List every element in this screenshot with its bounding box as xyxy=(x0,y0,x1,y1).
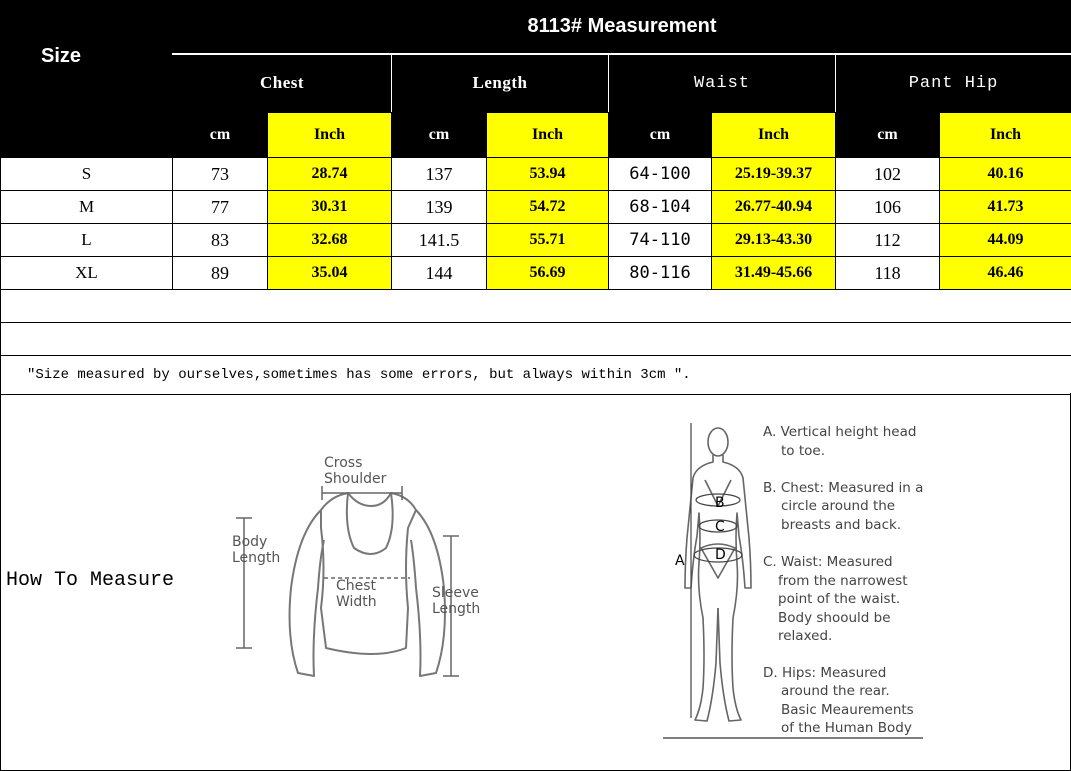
table-row xyxy=(1,191,1071,224)
hip-cm-value: 118 xyxy=(836,257,940,290)
chest-cm-value: 73 xyxy=(173,158,268,191)
note-a-line-2: to toe. xyxy=(781,443,825,459)
chest-cm-value: 89 xyxy=(173,257,268,290)
hip-inch-value: 44.09 xyxy=(940,224,1071,257)
sleeve-length-label-1: Sleeve xyxy=(432,585,479,601)
empty-row xyxy=(1,323,1071,356)
chest-cm-value: 77 xyxy=(173,191,268,224)
unit-inch: Inch xyxy=(940,113,1071,158)
chest-width-label-2: Width xyxy=(336,594,377,610)
size-label: XL xyxy=(1,257,173,290)
unit-inch: Inch xyxy=(487,113,609,158)
note-c-line-3: point of the waist. xyxy=(778,591,901,607)
hip-inch-value: 41.73 xyxy=(940,191,1071,224)
letter-c: C xyxy=(715,519,725,535)
waist-inch-value: 31.49-45.66 xyxy=(712,257,836,290)
table-row xyxy=(1,224,1071,257)
shirt-diagram xyxy=(226,448,496,688)
unit-cm: cm xyxy=(836,113,940,158)
hip-inch-value: 46.46 xyxy=(940,257,1071,290)
size-label: M xyxy=(1,191,173,224)
group-pant-hip: Pant Hip xyxy=(836,54,1071,113)
how-to-measure-label: How To Measure xyxy=(6,569,175,592)
how-to-measure-section xyxy=(0,393,1071,771)
note-b-line-3: breasts and back. xyxy=(781,517,902,533)
unit-cm: cm xyxy=(173,113,268,158)
hip-inch-value: 40.16 xyxy=(940,158,1071,191)
length-cm-value: 137 xyxy=(392,158,487,191)
note-c-line-5: relaxed. xyxy=(778,628,833,644)
cross-shoulder-label-2: Shoulder xyxy=(324,471,387,487)
empty-row xyxy=(1,290,1071,323)
group-chest: Chest xyxy=(173,54,392,113)
length-inch-value: 53.94 xyxy=(487,158,609,191)
cross-shoulder-label-1: Cross xyxy=(324,455,363,471)
letter-b: B xyxy=(715,495,725,511)
human-body-diagram xyxy=(661,418,961,748)
body-length-label-2: Length xyxy=(232,550,281,566)
hip-cm-value: 106 xyxy=(836,191,940,224)
chest-inch-value: 30.31 xyxy=(268,191,392,224)
waist-cm-value: 74-110 xyxy=(609,224,712,257)
chest-cm-value: 83 xyxy=(173,224,268,257)
note-c-line-2: from the narrowest xyxy=(778,573,908,589)
length-cm-value: 139 xyxy=(392,191,487,224)
length-cm-value: 141.5 xyxy=(392,224,487,257)
note-d-line-3: Basic Meaurements xyxy=(781,702,914,718)
length-cm-value: 144 xyxy=(392,257,487,290)
unit-inch: Inch xyxy=(712,113,836,158)
table-row xyxy=(1,158,1071,191)
size-label: S xyxy=(1,158,173,191)
note-d-line-2: around the rear. xyxy=(781,683,890,699)
chest-inch-value: 35.04 xyxy=(268,257,392,290)
body-length-label-1: Body xyxy=(232,534,268,550)
sleeve-length-label-2: Length xyxy=(432,601,481,617)
note-c-line-1: C. Waist: Measured xyxy=(763,554,893,570)
group-length: Length xyxy=(392,54,609,113)
unit-cm: cm xyxy=(609,113,712,158)
waist-cm-value: 80-116 xyxy=(609,257,712,290)
length-inch-value: 55.71 xyxy=(487,224,609,257)
table-row xyxy=(1,257,1071,290)
waist-cm-value: 64-100 xyxy=(609,158,712,191)
waist-inch-value: 29.13-43.30 xyxy=(712,224,836,257)
letter-a: A xyxy=(675,553,685,569)
unit-inch: Inch xyxy=(268,113,392,158)
empty-cell xyxy=(1,290,1071,323)
size-label: L xyxy=(1,224,173,257)
group-waist: Waist xyxy=(609,54,836,113)
note-b-line-1: B. Chest: Measured in a xyxy=(763,480,924,496)
table-title: 8113# Measurement xyxy=(173,1,1071,54)
hip-cm-value: 112 xyxy=(836,224,940,257)
note-c-line-4: Body shoould be xyxy=(778,610,891,626)
note-d-line-1: D. Hips: Measured xyxy=(763,665,887,681)
waist-inch-value: 26.77-40.94 xyxy=(712,191,836,224)
chest-inch-value: 28.74 xyxy=(268,158,392,191)
size-header: Size xyxy=(1,1,173,113)
chest-inch-value: 32.68 xyxy=(268,224,392,257)
empty-cell xyxy=(1,323,1071,356)
note-b-line-2: circle around the xyxy=(781,498,896,514)
letter-d: D xyxy=(715,547,726,563)
hip-cm-value: 102 xyxy=(836,158,940,191)
unit-cm: cm xyxy=(392,113,487,158)
length-inch-value: 54.72 xyxy=(487,191,609,224)
waist-cm-value: 68-104 xyxy=(609,191,712,224)
note-a-line-1: A. Vertical height head xyxy=(763,424,917,440)
chest-width-label-1: Chest xyxy=(336,578,377,594)
note-d-line-4: of the Human Body xyxy=(781,720,912,736)
length-inch-value: 56.69 xyxy=(487,257,609,290)
waist-inch-value: 25.19-39.37 xyxy=(712,158,836,191)
measurement-note: "Size measured by ourselves,sometimes has some errors, but always within 3cm ". xyxy=(1,356,1071,395)
size-header-blank xyxy=(1,113,173,158)
